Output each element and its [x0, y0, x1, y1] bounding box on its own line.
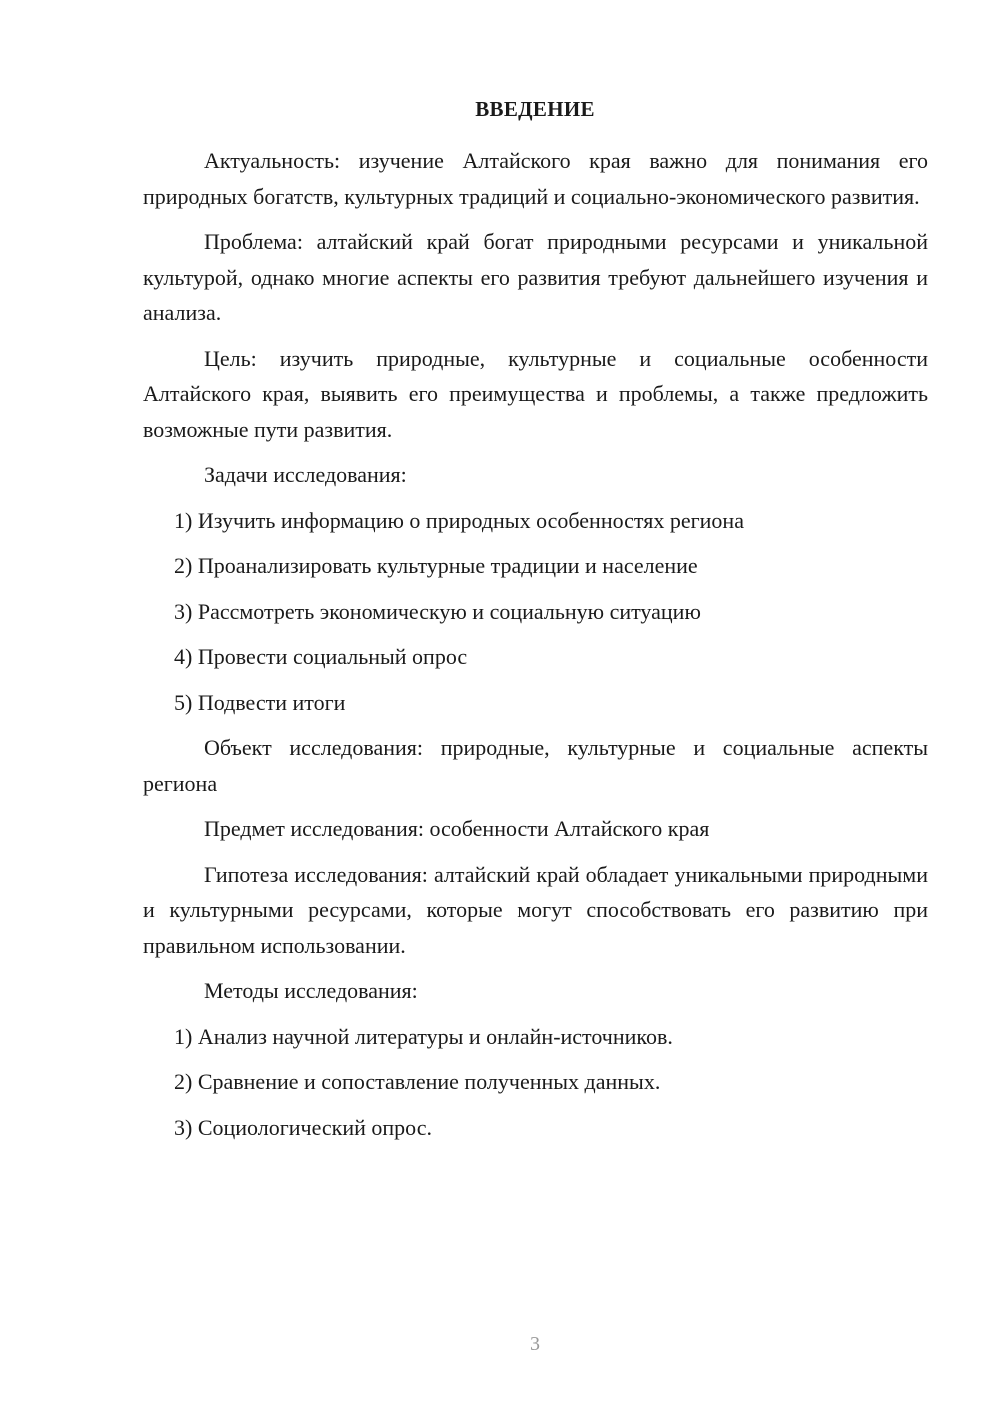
hypothesis-paragraph: Гипотеза исследования: алтайский край обладает уникальными природными и культурными ресурсами, которые могут способствовать его развитию при правильном использовании.	[143, 861, 928, 958]
method-text: Социологический опрос.	[197, 1114, 432, 1140]
task-text: Провести социальный опрос	[197, 644, 468, 669]
method-text: Анализ научной литературы и онлайн-источников.	[197, 1023, 673, 1049]
method-number: 1)	[174, 1023, 198, 1049]
subject-paragraph: Предмет исследования: особенности Алтайского края	[204, 816, 710, 841]
method-item	[143, 1110, 928, 1146]
method-item	[143, 1064, 928, 1100]
task-text: Подвести итоги	[197, 689, 346, 715]
task-number: 4)	[174, 644, 198, 669]
task-text: Изучить информацию о природных особенностях региона	[197, 507, 744, 533]
task-number: 2)	[174, 553, 198, 578]
document-body	[143, 143, 928, 1155]
method-item	[143, 1019, 928, 1055]
task-item	[143, 503, 928, 539]
task-item	[143, 548, 928, 584]
task-item	[143, 685, 928, 721]
relevance-paragraph: Актуальность: изучение Алтайского края важно для понимания его природных богатств, культурных традиций и социально-экономического развития.	[143, 148, 928, 209]
task-text: Проанализировать культурные традиции и население	[197, 553, 698, 578]
page-number: 3	[530, 1333, 540, 1355]
methods-heading: Методы исследования:	[204, 978, 418, 1003]
method-number: 2)	[174, 1069, 198, 1094]
method-text: Сравнение и сопоставление полученных данных.	[197, 1069, 661, 1094]
task-text: Рассмотреть экономическую и социальную ситуацию	[197, 598, 701, 624]
method-number: 3)	[174, 1114, 198, 1140]
tasks-heading: Задачи исследования:	[204, 462, 407, 487]
task-item	[143, 594, 928, 630]
page-title: ВВЕДЕНИЕ	[475, 97, 595, 121]
task-item	[143, 639, 928, 675]
problem-paragraph: Проблема: алтайский край богат природными ресурсами и уникальной культурой, однако многие аспекты его развития требуют дальнейшего изучения и анализа.	[143, 229, 928, 325]
object-paragraph: Объект исследования: природные, культурные и социальные аспекты региона	[143, 735, 928, 796]
task-number: 5)	[174, 689, 198, 715]
goal-paragraph: Цель: изучить природные, культурные и социальные особенности Алтайского края, выявить его преимущества и проблемы, а также предложить возможные пути развития.	[143, 345, 928, 442]
task-number: 3)	[174, 598, 198, 624]
task-number: 1)	[174, 507, 198, 533]
